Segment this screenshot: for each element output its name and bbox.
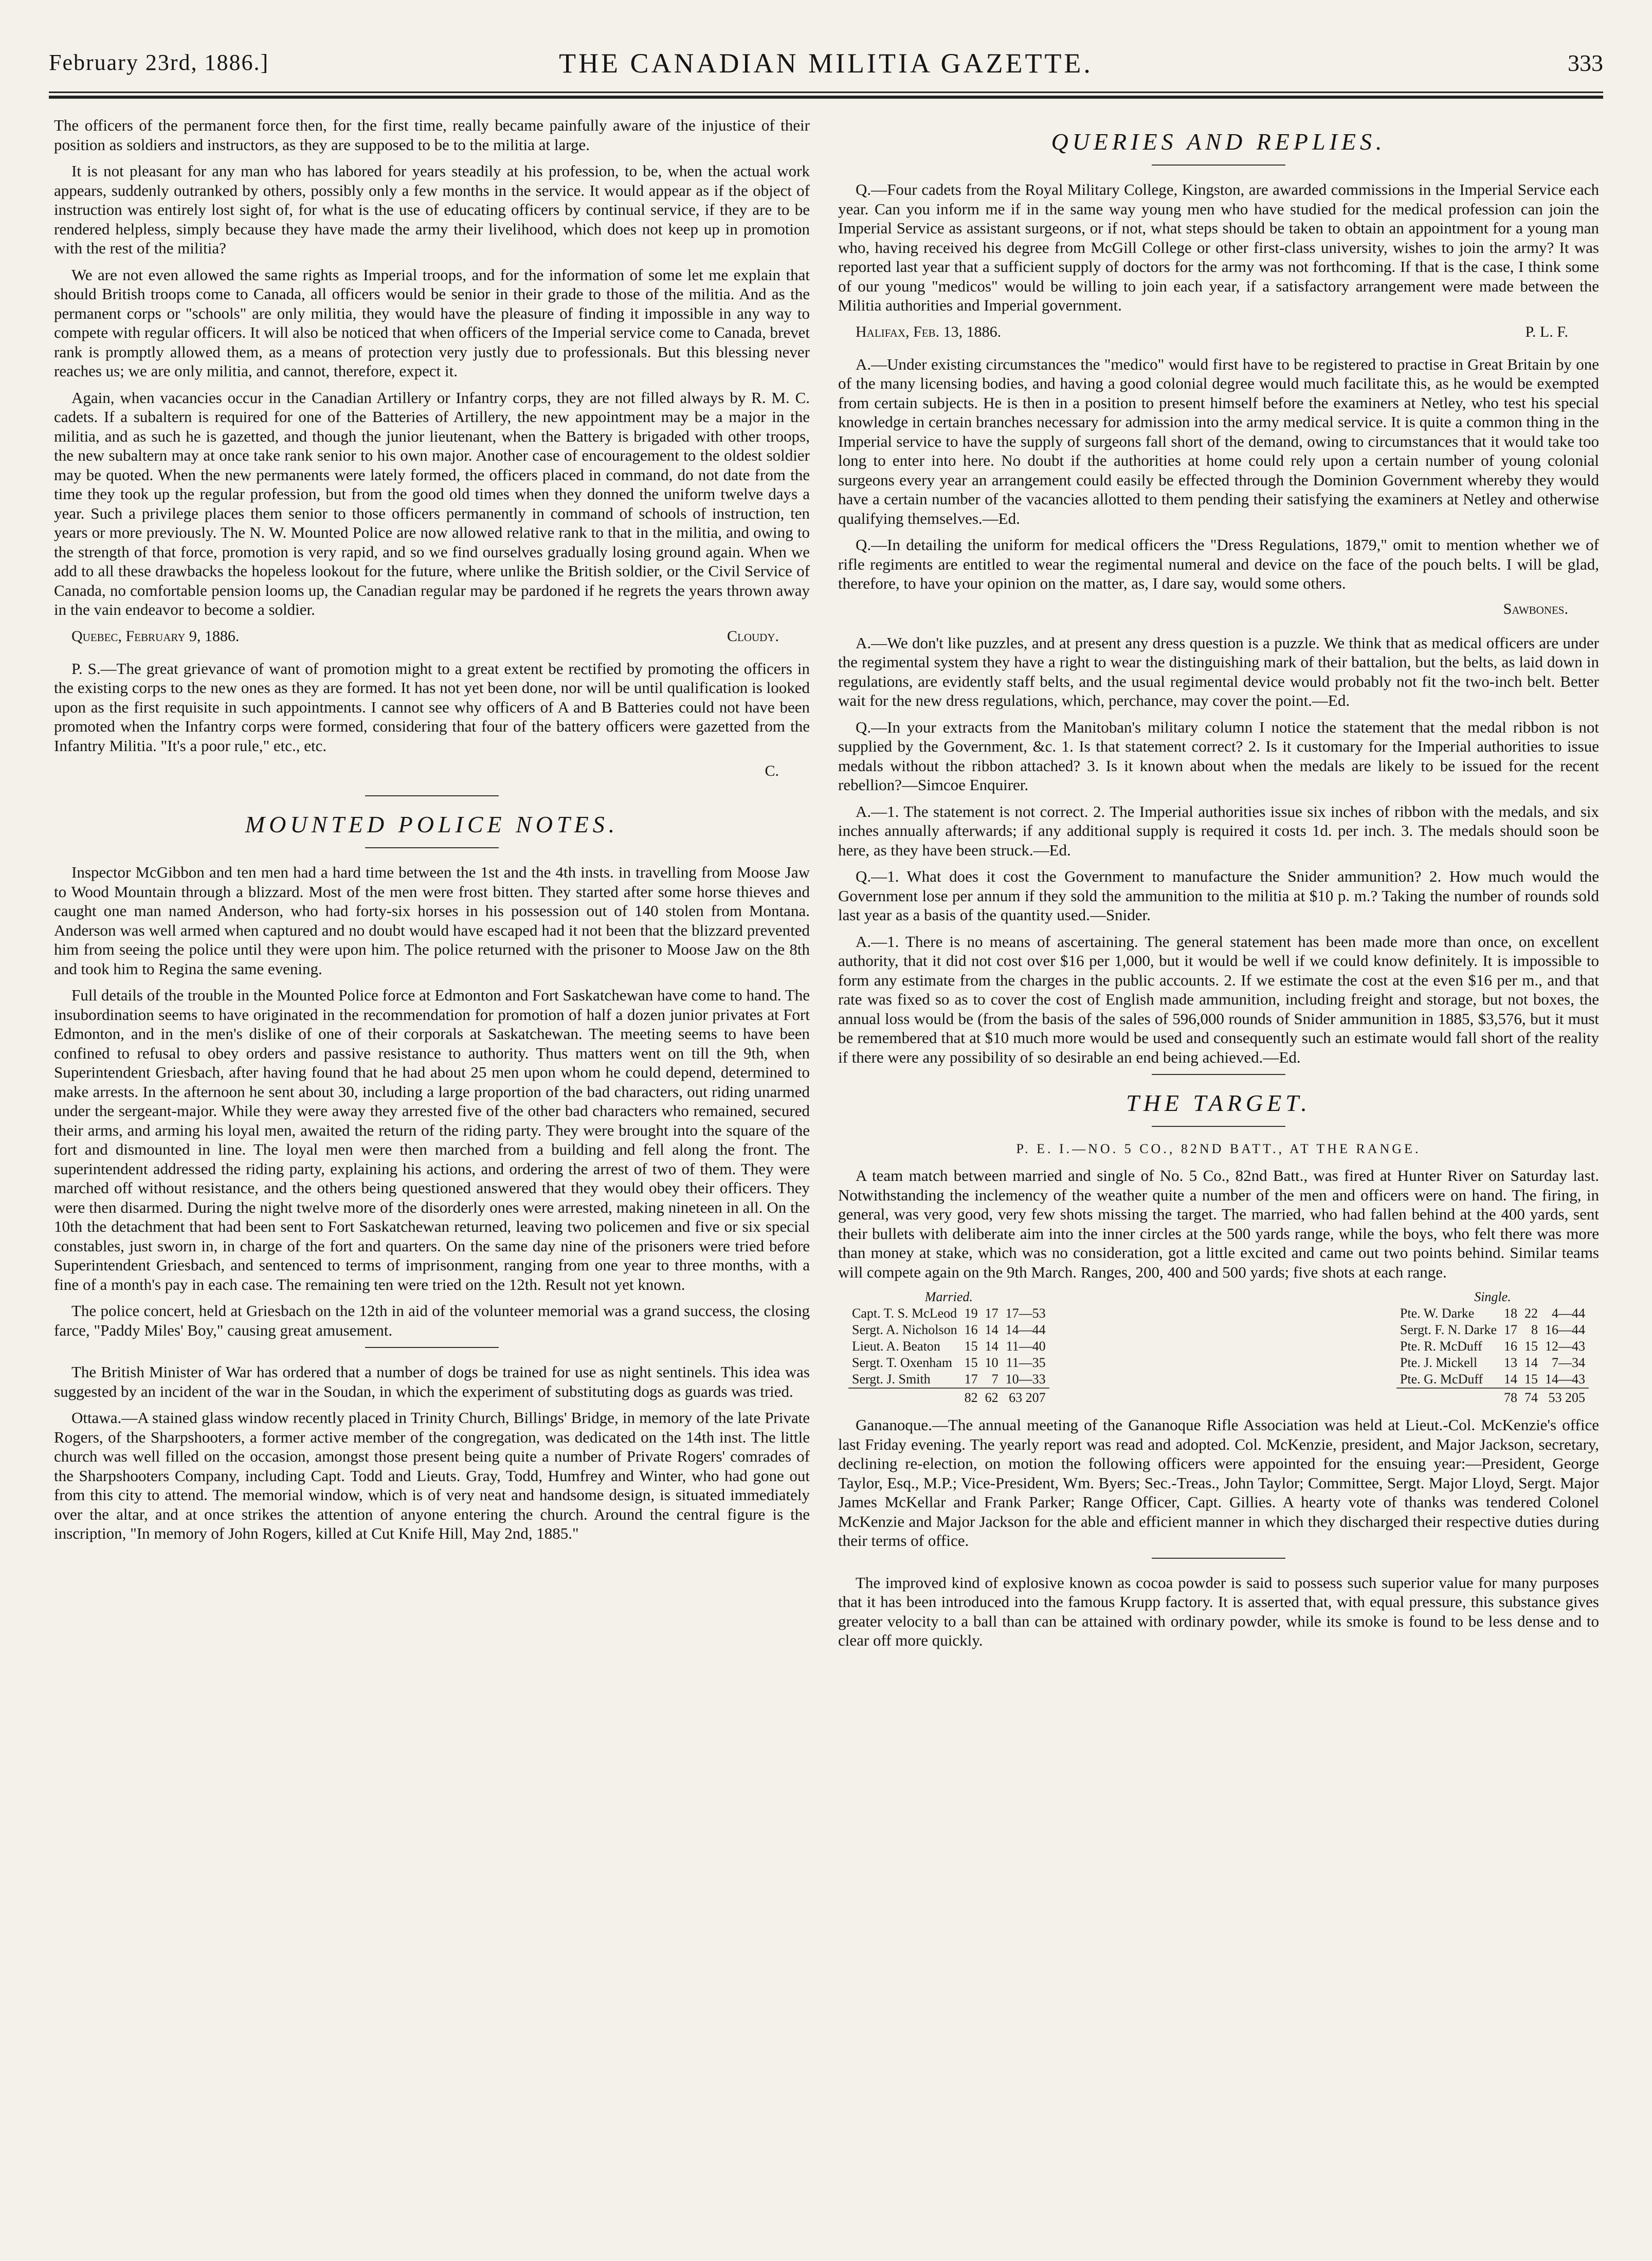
total-cell: 63 207	[1002, 1388, 1049, 1406]
news-paragraph: The police concert, held at Griesbach on the 12th in aid of the volunteer memorial was a grand success, the closing farce, "Paddy Miles' Boy," causing great amusement.	[54, 1302, 810, 1339]
score-cell: 17—53	[1005, 1306, 1046, 1321]
item-divider	[1152, 1558, 1285, 1559]
query-paragraph: Q.—In detailing the uniform for medical officers the "Dress Regulations, 1879," omit to mention whether we of rifle regiments are entitled to wear the regimental numeral and device on the face of the pouch belts. I will be glad, therefore, to have your opinion on the matter, as, I dare say, would some others.	[838, 536, 1599, 592]
score-cell: 11—40	[1006, 1339, 1046, 1354]
score-cell: 16	[964, 1322, 978, 1337]
target-heading: THE TARGET.	[1126, 1090, 1311, 1116]
total-cell: 62	[982, 1388, 1002, 1406]
score-cell: 14—43	[1545, 1372, 1585, 1387]
query-place-date: Halifax, Feb. 13, 1886.	[856, 323, 1002, 340]
score-cell: 14	[1504, 1372, 1517, 1387]
reply-paragraph: A.—We don't like puzzles, and at present any dress question is a puzzle. We think that as medical officers are under the regimental system they have a right to wear the distinguishing mark of their battalion, but the belts, as laid down in regulations, are evidently staff belts, and the usual regimental device would probably not fit the two-inch belt. Better wait for the new dress regulations, which, perchance, may cover the point.—Ed.	[838, 633, 1599, 709]
letter-place-date: Quebec, February 9, 1886.	[71, 627, 240, 645]
letter-author: Cloudy.	[727, 627, 779, 645]
score-cell: 14	[985, 1322, 999, 1337]
score-cell: 15	[964, 1355, 978, 1370]
letter-paragraph: It is not pleasant for any man who has labored for years steadily at his profession, to be, when the actual work appears, suddenly outranked by others, possibly only a few months in the service. It would appear as if the object of instruction was entirely lost sight of, for what is the use of educating officers by continual service, if they are to be rendered helpless, simply because they have made the army their livelihood, which does not keep up in promotion with the rest of the militia?	[54, 162, 810, 257]
right-column	[838, 116, 1599, 2234]
score-cell: 8	[1531, 1322, 1538, 1337]
score-row	[848, 1338, 1049, 1355]
shooter-name: Pte. G. McDuff	[1400, 1372, 1483, 1387]
heading-divider	[1152, 165, 1285, 166]
shooter-name: Pte. J. Mickell	[1400, 1355, 1478, 1370]
married-label: Married.	[924, 1289, 973, 1304]
news-paragraph: Inspector McGibbon and ten men had a hard time between the 1st and the 4th insts. in travelling from Moose Jaw to Wood Mountain through a blizzard. Most of the men were frost bitten. They started after some horse thieves and caught one man named Anderson, who had forty-six horses in his possession out of 140 stolen from Montana. Anderson was well armed when captured and no doubt would have escaped had it not been that the blizzard prevented him from seeing the police until they were upon him. The police returned with the prisoner to Moose Jaw on the 8th and took him to Regina the same evening.	[54, 863, 810, 978]
reply-paragraph: A.—Under existing circumstances the "medico" would first have to be registered to practise in Great Britain by one of the many licensing bodies, and having a good colonial degree would much facilitate this, as he would be exempted from certain subjects. He is then in a position to present himself before the examiners at Netley, who test his special knowledge in certain branches necessary for admission into the army medical service. It is quite a common thing in the Imperial service to have the supply of surgeons fall short of the demand, owing to circumstances that it would take too long to enter into here. No doubt if the authorities at home could rely upon a certain number of young colonial surgeons every year an arrangement could easily be effected through the Dominion Government whereby they would have a certain number of the vacancies allotted to them pending their satisfying the examiners at Netley and otherwise qualifying themselves.—Ed.	[838, 355, 1599, 527]
shooter-name: Sergt. F. N. Darke	[1400, 1322, 1497, 1337]
score-row	[1396, 1322, 1589, 1338]
item-divider	[365, 1347, 499, 1348]
score-cell: 18	[1504, 1306, 1517, 1321]
score-cell: 11—35	[1006, 1355, 1046, 1370]
heading-divider	[1152, 1126, 1285, 1127]
shooter-name: Sergt. T. Oxenham	[852, 1355, 952, 1370]
score-cell: 13	[1504, 1355, 1517, 1370]
single-label: Single.	[1474, 1289, 1511, 1304]
score-row	[1396, 1338, 1589, 1355]
score-cell: 17	[1504, 1322, 1517, 1337]
letter-paragraph: Again, when vacancies occur in the Canadian Artillery or Infantry corps, they are not filled always by R. M. C. cadets. If a subaltern is required for one of the Batteries of Artillery, the new appointment may be a major in the militia, and as such he is gazetted, and though the junior lieutenant, when the Battery is brigaded with other troops, the new subaltern may at once take rank senior to his own major. Another case of encouragement to the oldest soldier may be quoted. When the new permanents were lately formed, the officers placed in command, do not date from the time they took up the regular profession, but from the good old times when they donned the uniform twelve days a year. Such a privilege places them senior to those officers permanently in command of schools of instruction, ten years or more previously. The N. W. Mounted Police are now allowed relative rank to that in the militia, and owing to the strength of that force, promotion is very rapid, and so we find ourselves gradually losing ground again. When we add to all these drawbacks the hopeless lookout for the future, where unlike the British soldier, or the Civil Service of Canada, no comfortable pension looms up, the Canadian regular may be pardoned if he regrets the years thrown away in the vain endeavor to become a soldier.	[54, 388, 810, 618]
score-cell: 4—44	[1552, 1306, 1585, 1321]
score-cell: 16	[1504, 1339, 1517, 1354]
letter-signature	[54, 627, 810, 646]
score-cell: 7	[991, 1372, 999, 1387]
section-divider	[365, 795, 499, 796]
heading-divider	[365, 847, 499, 848]
score-row	[848, 1322, 1049, 1338]
page-number: 333	[1568, 50, 1603, 76]
score-cell: 7—34	[1552, 1355, 1585, 1370]
total-cell: 78	[1500, 1388, 1521, 1406]
letter-paragraph: The officers of the permanent force then, for the first time, really became painfully aware of the injustice of their position as soldiers and instructors, as they are supposed to be to the militia at large.	[54, 116, 810, 154]
score-cell: 12—43	[1545, 1339, 1585, 1354]
issue-date: February 23rd, 1886.]	[49, 50, 269, 75]
score-cell: 14	[985, 1339, 999, 1354]
masthead	[49, 45, 1603, 84]
query-author: Sawbones.	[1503, 600, 1568, 617]
score-cell: 15	[964, 1339, 978, 1354]
total-cell: 53 205	[1541, 1388, 1589, 1406]
score-cell: 15	[1524, 1372, 1538, 1387]
query-paragraph: Q.—1. What does it cost the Government to manufacture the Snider ammunition? 2. How much would the Government lose per annum if they sold the ammunition to the militia at $10 p. m.? Taking the number of rounds sold last year as a basis of the quantity used.—Snider.	[838, 867, 1599, 924]
score-cell: 17	[964, 1372, 978, 1387]
score-cell: 10—33	[1005, 1372, 1046, 1387]
married-score-table	[848, 1289, 1049, 1406]
single-total-row	[1396, 1388, 1589, 1406]
score-row	[848, 1371, 1049, 1388]
shooter-name: Pte. R. McDuff	[1400, 1339, 1482, 1354]
score-row	[1396, 1355, 1589, 1371]
score-tables	[848, 1289, 1589, 1406]
publication-title: THE CANADIAN MILITIA GAZETTE.	[559, 48, 1093, 79]
query-paragraph: Q.—Four cadets from the Royal Military College, Kingston, are awarded commissions in the Imperial Service each year. Can you inform me if in the same way young men who have studied for the medical profession can join the Imperial Service as assistant surgeons, or if not, what steps should be taken to obtain an appointment for a young man who, having received his degree from McGill College or other first-class university, wishes to join the army? It was reported last year that a sufficient supply of doctors for the army was not forthcoming. If that is the case, I think some of our young "medicos" would be willing to join each year, if a satisfactory arrangement were made between the Militia authorities and Imperial government.	[838, 180, 1599, 314]
score-cell: 17	[985, 1306, 999, 1321]
postscript-signature: C.	[765, 762, 779, 779]
postscript: P. S.—The great grievance of want of promotion might to a great extent be rectified by promoting the officers in the existing corps to the new ones as they are formed. It has not yet been done, nor will be until qualification is looked upon as the first requisite in such appointments. I cannot see why officers of A and B Batteries could not have been promoted when the Infantry corps were formed, considering that four of the battery officers were gazetted from the Infantry Militia. "It's a poor rule," etc., etc.	[54, 659, 810, 755]
masthead-rule-thin	[49, 92, 1603, 93]
target-paragraph: The improved kind of explosive known as cocoa powder is said to possess such superior value for many purposes that it has been introduced into the famous Krupp factory. It is asserted that, with equal pressure, this substance gives greater velocity to a ball than can be attained with ordinary powder, while its smoke is found to be less dense and to clear off more quickly.	[838, 1573, 1599, 1649]
score-cell: 16—44	[1545, 1322, 1585, 1337]
score-cell: 10	[985, 1355, 999, 1370]
reply-paragraph: A.—1. There is no means of ascertaining. The general statement has been made more than once, on excellent authority, that it did not cost over $16 per 1,000, but it would be well if we could know definitely. It is impossible to form any estimate from the charges in the public accounts. 2. If we estimate the cost at the even $16 per m., and that rate was fixed so as to cover the cost of English made ammunition, including freight and storage, but not boxes, the annual loss would be (from the basis of the sales of 596,000 rounds of Snider ammunition in 1885, $3,576, but it must be remembered that at $10 much more would be used and consequently such an estimate would fall short of the reality if there were any possibility of so desirable an end being achieved.—Ed.	[838, 932, 1599, 1066]
shooter-name: Sergt. A. Nicholson	[852, 1322, 957, 1337]
news-paragraph: The British Minister of War has ordered that a number of dogs be trained for use as night sentinels. This idea was suggested by an incident of the war in the Soudan, in which the experiment of substituting dogs as guards was tried.	[54, 1363, 810, 1400]
married-total-row	[848, 1388, 1049, 1406]
shooter-name: Capt. T. S. McLeod	[852, 1306, 957, 1321]
query-paragraph: Q.—In your extracts from the Manitoban's military column I notice the statement that the medal ribbon is not supplied by the Government, &c. 1. Is that statement correct? 2. Is it customary for the Imperial authorities to issue medals without the ribbon attached? 3. Is it known about when the medals are likely to be issued for the recent rebellion?—Simcoe Enquirer.	[838, 718, 1599, 794]
news-paragraph: Full details of the trouble in the Mounted Police force at Edmonton and Fort Saskatchewan have come to hand. The insubordination seems to have originated in the recommendation for promotion of half a dozen junior privates at Fort Edmonton, and in the men's dislike of one of their corporals at Saskatchewan. The meeting seems to have been confined to refusal to obey orders and passive resistance to authority. Thus matters went on till the 9th, when Superintendent Griesbach, after having found that he had about 25 men upon whom he could depend, determined to make arrests. In the afternoon he sent about 30, including a large proportion of the bad characters, out riding unarmed under the sergeant-major. While they were away they arrested five of the other bad characters who remained, secured their arms, and arming his loyal men, awaited the return of the riding party. They were brought into the square of the fort and dismounted in line. The loyal men were then marched from a building and fell along the front. The superintendent addressed the riding party, explaining his actions, and ordering the arrest of two of them. They were marched off without resistance, and the others being questioned answered that they would obey their officers. They were then disarmed. During the night twelve more of the disorderly ones were arrested, making nineteen in all. On the 10th the detachment that had been sent to Fort Saskatchewan returned, leaving two policemen and five or six special constables, just sworn in, in charge of the fort and quarters. On the same day nine of the prisoners were tried before Superintendent Griesbach, and sentenced to terms of imprisonment, ranging from one year to three months, with a fine of a month's pay in each case. The remaining ten were tried on the 12th. Result not yet known.	[54, 986, 810, 1293]
left-column	[54, 116, 810, 2234]
query-signature	[838, 322, 1599, 341]
news-paragraph: Ottawa.—A stained glass window recently placed in Trinity Church, Billings' Bridge, in memory of the late Private Rogers, of the Sharpshooters, a former active member of the congregation, was dedicated on the 14th inst. The little church was well filled on the occasion, amongst those present being quite a number of Private Rogers' comrades of the Sharpshooters Company, including Capt. Todd and Lieuts. Gray, Todd, Humfrey and Winter, who had gone out from this city to attend. The memorial window, which is of very neat and handsome design, is situated immediately over the altar, and at once strikes the attention of anyone entering the church. Around the central figure is the inscription, "In memory of John Rogers, killed at Cut Knife Hill, May 2nd, 1885."	[54, 1409, 810, 1542]
masthead-rule-thick	[49, 96, 1603, 99]
query-author: P. L. F.	[1525, 323, 1568, 340]
score-cell: 22	[1524, 1306, 1538, 1321]
section-divider	[1152, 1074, 1285, 1075]
score-row	[848, 1305, 1049, 1322]
score-cell: 14	[1524, 1355, 1538, 1370]
total-cell: 74	[1521, 1388, 1541, 1406]
score-cell: 14—44	[1005, 1322, 1046, 1337]
target-paragraph: A team match between married and single of No. 5 Co., 82nd Batt., was fired at Hunter River on Saturday last. Notwithstanding the inclemency of the weather quite a number of the men and officers were on hand. The firing, in general, was very good, very few shots missing the target. The married, who had fallen behind at the 400 yards, sent their bullets with deliberate aim into the inner circles at the 500 yards range, while the boys, who felt there was more than money at stake, which was no consideration, got a little excited and came out two points behind. Similar teams will compete again on the 9th March. Ranges, 200, 400 and 500 yards; five shots at each range.	[838, 1166, 1599, 1281]
shooter-name: Lieut. A. Beaton	[852, 1339, 940, 1354]
reply-paragraph: A.—1. The statement is not correct. 2. The Imperial authorities issue six inches of ribbon with the medals, and six inches annually afterwards; if any additional supply is required it costs 1d. per inch. 3. The medals should soon be here, as they have been struck.—Ed.	[838, 802, 1599, 859]
mounted-police-heading: MOUNTED POLICE NOTES.	[245, 811, 619, 837]
total-cell: 82	[961, 1388, 982, 1406]
score-row	[1396, 1371, 1589, 1388]
score-cell: 19	[964, 1306, 978, 1321]
letter-paragraph: We are not even allowed the same rights as Imperial troops, and for the information of some let me explain that should British troops come to Canada, all officers would be senior in their grade to those of the militia. And as the permanent corps or "schools" are only militia, they would have the pleasure of finding it impossible in any way to compete with regular officers. It will also be noticed that when officers of the Imperial service come to Canada, brevet rank is promptly allowed them, as a means of protection very justly due to professionals. But this blessing never reaches us; we are only militia, and cannot, therefore, expect it.	[54, 265, 810, 380]
target-paragraph: Gananoque.—The annual meeting of the Gananoque Rifle Association was held at Lieut.-Col. McKenzie's office last Friday evening. The yearly report was read and adopted. Col. McKenzie, president, and Major Jackson, secretary, declining re-election, on motion the following officers were appointed for the ensuing year:—President, George Taylor, Esq., M.P.; Vice-President, Wm. Byers; Sec.-Treas., John Taylor; Committee, Sergt. Major Lloyd, Sergt. Major James McKellar and Frank Parker; Range Officer, Capt. Gillies. A hearty vote of thanks was tendered Colonel McKenzie and Major Jackson for the able and efficient manner in which they discharged their respective duties during their terms of office.	[838, 1416, 1599, 1549]
queries-heading: QUERIES AND REPLIES.	[1051, 129, 1386, 155]
score-row	[1396, 1305, 1589, 1322]
single-score-table	[1396, 1289, 1589, 1406]
score-cell: 15	[1524, 1339, 1538, 1354]
shooter-name: Pte. W. Darke	[1400, 1306, 1475, 1321]
shooter-name: Sergt. J. Smith	[852, 1372, 931, 1387]
score-row	[848, 1355, 1049, 1371]
target-subheading: P. E. I.—NO. 5 CO., 82ND BATT., AT THE RANGE.	[1016, 1141, 1421, 1156]
